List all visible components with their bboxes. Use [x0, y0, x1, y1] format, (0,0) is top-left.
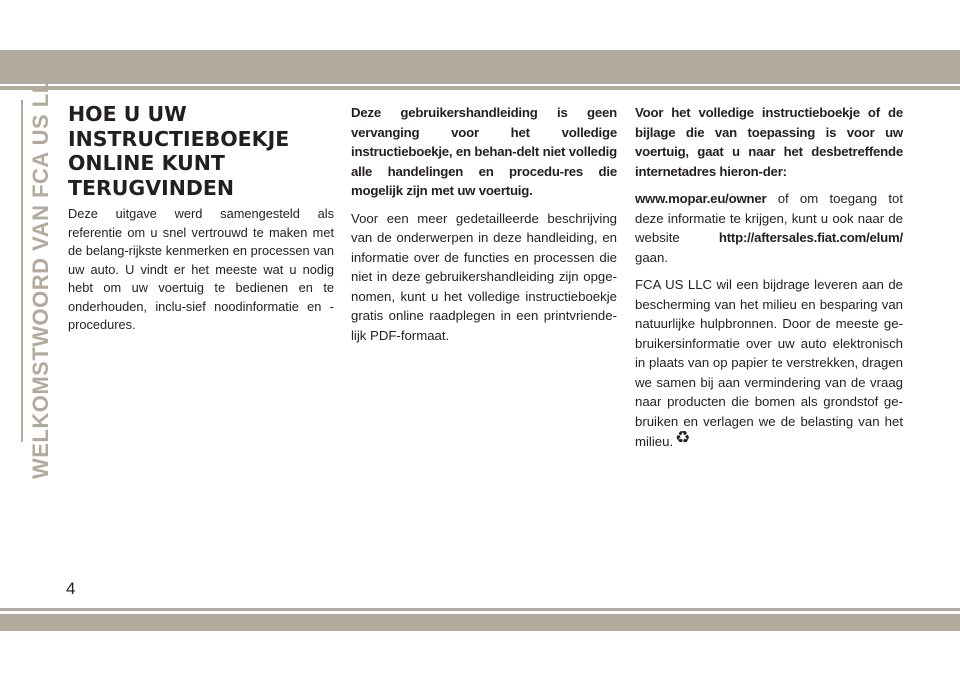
- section-rule: [21, 100, 23, 442]
- heading-line: HOE U UW: [68, 102, 187, 126]
- mopar-link[interactable]: www.mopar.eu/owner: [635, 191, 767, 206]
- header-band: [0, 50, 960, 84]
- footer-band: [0, 614, 960, 631]
- section-tab: [26, 62, 56, 480]
- recycle-icon: ♻: [675, 428, 691, 447]
- website-text: of om toegang tot deze informatie te krijgen, kunt u ook naar de website: [635, 191, 903, 245]
- heading-line: ONLINE KUNT: [68, 151, 225, 175]
- environment-text: FCA US LLC wil een bijdrage leveren aan de bescherming van het milieu en besparing van natuurlijke hulpbronnen. Door de meeste ge-bruikersinformatie over uw auto elektronisch in plaats van op papier te verstrekken, dragen we samen bij aan vermindering van de vraag naar producten die bomen als grondstof ge-bruiken en verlagen we de belasting van het milieu.: [635, 277, 903, 449]
- details-paragraph: Voor een meer gedetailleerde beschrijving van de onderwerpen in deze handleiding, en informatie over de functies en processen die niet in deze gebruikershandleiding zijn opge-nomen, kunt u het volledige instructieboekje gratis online raadplegen in een printvriende-lijk PDF-formaat.: [351, 210, 617, 343]
- column-middle: [351, 103, 617, 353]
- header-rule: [0, 86, 960, 90]
- fiat-aftersales-link[interactable]: http://aftersales.fiat.com/elum/: [718, 230, 903, 245]
- environment-paragraph: [635, 275, 903, 452]
- notice-paragraph: Deze gebruikershandleiding is geen vervanging voor het volledige instructieboekje, en behan-delt niet volledig alle handelingen en procedu-res die mogelijk zijn met uw voertuig.: [351, 105, 617, 198]
- intro-paragraph: Deze uitgave werd samengesteld als referentie om u snel vertrouwd te maken met de belang-rijkste kenmerken en processen van uw auto. U vindt er het meeste wat u nodig hebt om uw voertuig te bedienen en te onderhouden, inclu-sief noodinformatie en -procedures.: [68, 206, 334, 332]
- section-title-vertical: WELKOMSTWOORD VAN FCA US LLC: [28, 62, 53, 480]
- page-number: 4: [66, 579, 76, 598]
- heading-line: TERUGVINDEN: [68, 175, 235, 200]
- footer-rule: [0, 608, 960, 611]
- page-heading: [68, 102, 308, 200]
- column-left: [68, 205, 334, 343]
- column-right: [635, 103, 903, 460]
- website-text-end: gaan.: [635, 249, 669, 265]
- manual-info-paragraph: Voor het volledige instructieboekje of de bijlage die van toepassing is voor uw voertuig, gaat u naar het desbetreffende internetadres hieron-der:: [635, 105, 903, 179]
- website-paragraph: [635, 189, 903, 267]
- heading-line: INSTRUCTIEBOEKJE: [68, 126, 290, 151]
